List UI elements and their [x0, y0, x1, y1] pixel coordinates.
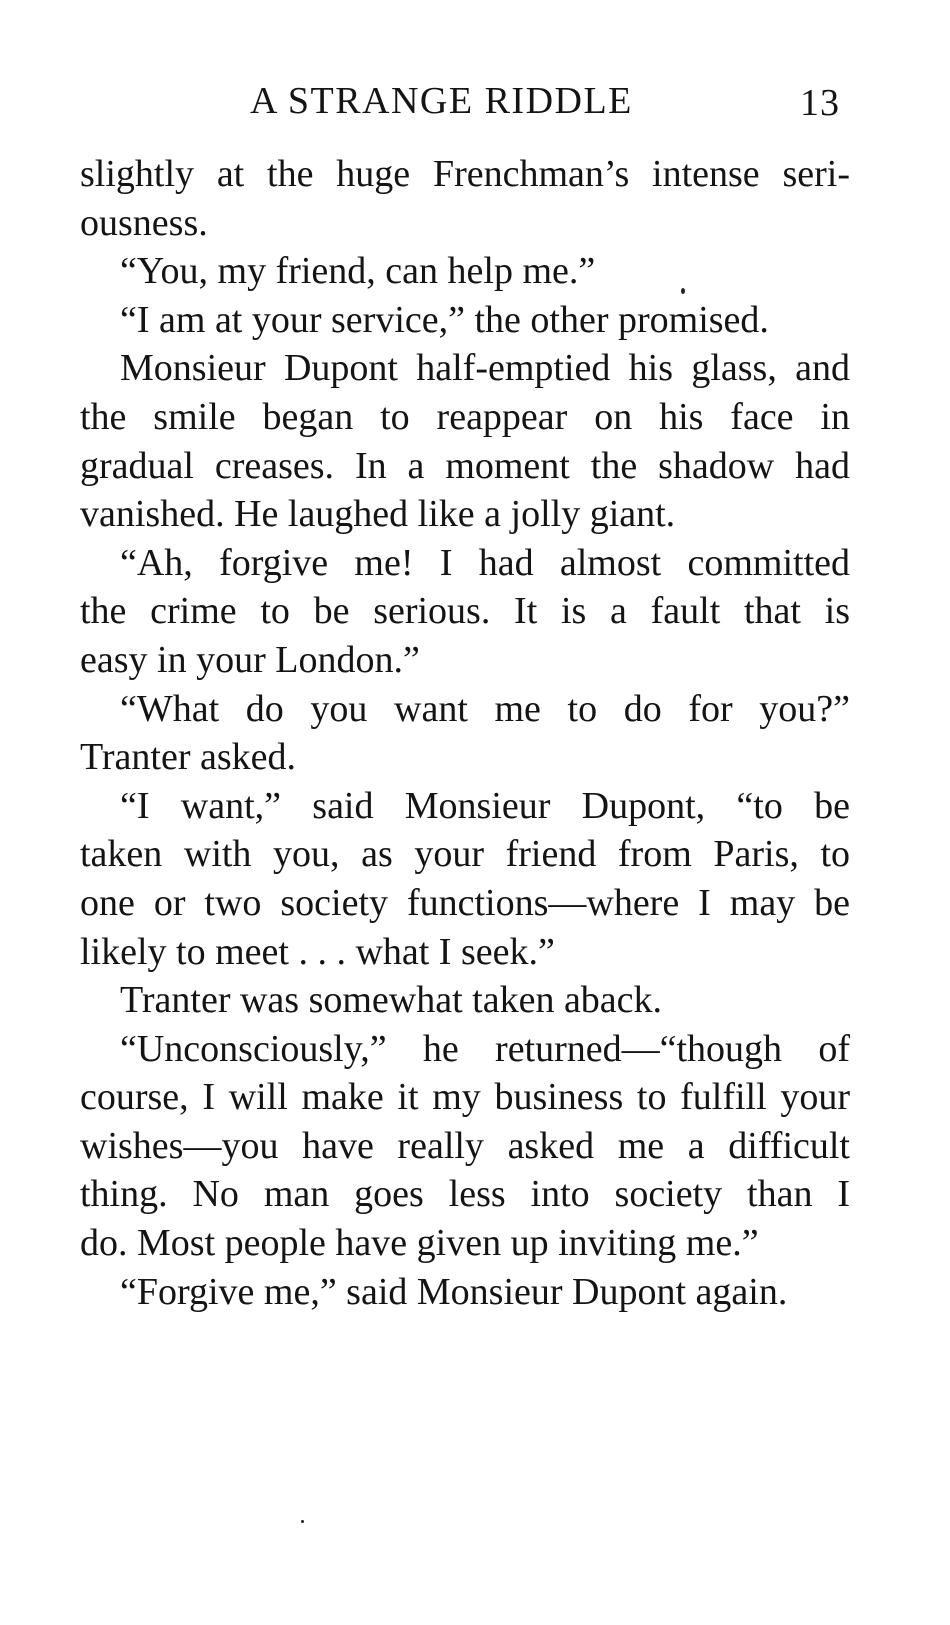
- text-line: one or two society functions—where I may be: [80, 881, 850, 924]
- text-line: slightly at the huge Frenchman’s intense seri-: [80, 153, 850, 195]
- text-line: “I am at your service,” the other promised.: [120, 298, 769, 341]
- text-line: course, I will make it my business to fulfill your: [80, 1076, 850, 1119]
- text-line: the smile began to reappear on his face in: [80, 395, 850, 438]
- text-line: “Forgive me,” said Monsieur Dupont again.: [120, 1270, 788, 1313]
- text-line: vanished. He laughed like a jolly giant.: [80, 493, 676, 536]
- text-line: do. Most people have given up inviting me.”: [80, 1222, 759, 1265]
- text-line: gradual creases. In a moment the shadow had: [80, 444, 850, 487]
- text-line: “What do you want me to do for you?”: [120, 687, 850, 730]
- text-line: Tranter asked.: [80, 736, 296, 779]
- text-line: ousness.: [80, 201, 208, 244]
- ink-speck: [681, 288, 685, 294]
- body-text: [80, 150, 850, 1316]
- text-line: easy in your London.”: [80, 638, 420, 681]
- running-title: A STRANGE RIDDLE: [250, 80, 633, 122]
- text-line: Tranter was somewhat taken aback.: [120, 979, 663, 1022]
- text-line: Monsieur Dupont half-emptied his glass, and: [120, 347, 850, 390]
- text-line: taken with you, as your friend from Paris, to: [80, 833, 850, 876]
- page-number: 13: [800, 82, 840, 124]
- text-line: “Unconsciously,” he returned—“though of: [120, 1027, 850, 1070]
- text-line: “You, my friend, can help me.”: [120, 250, 596, 293]
- running-head: [0, 76, 950, 136]
- text-line: wishes—you have really asked me a difficult: [80, 1124, 850, 1167]
- ink-speck: [301, 1520, 304, 1523]
- text-line: “Ah, forgive me! I had almost committed: [120, 541, 850, 584]
- text-line: “I want,” said Monsieur Dupont, “to be: [120, 784, 850, 827]
- text-line: the crime to be serious. It is a fault that is: [80, 590, 850, 633]
- text-line: thing. No man goes less into society than I: [80, 1173, 850, 1216]
- text-line: likely to meet . . . what I seek.”: [80, 930, 555, 973]
